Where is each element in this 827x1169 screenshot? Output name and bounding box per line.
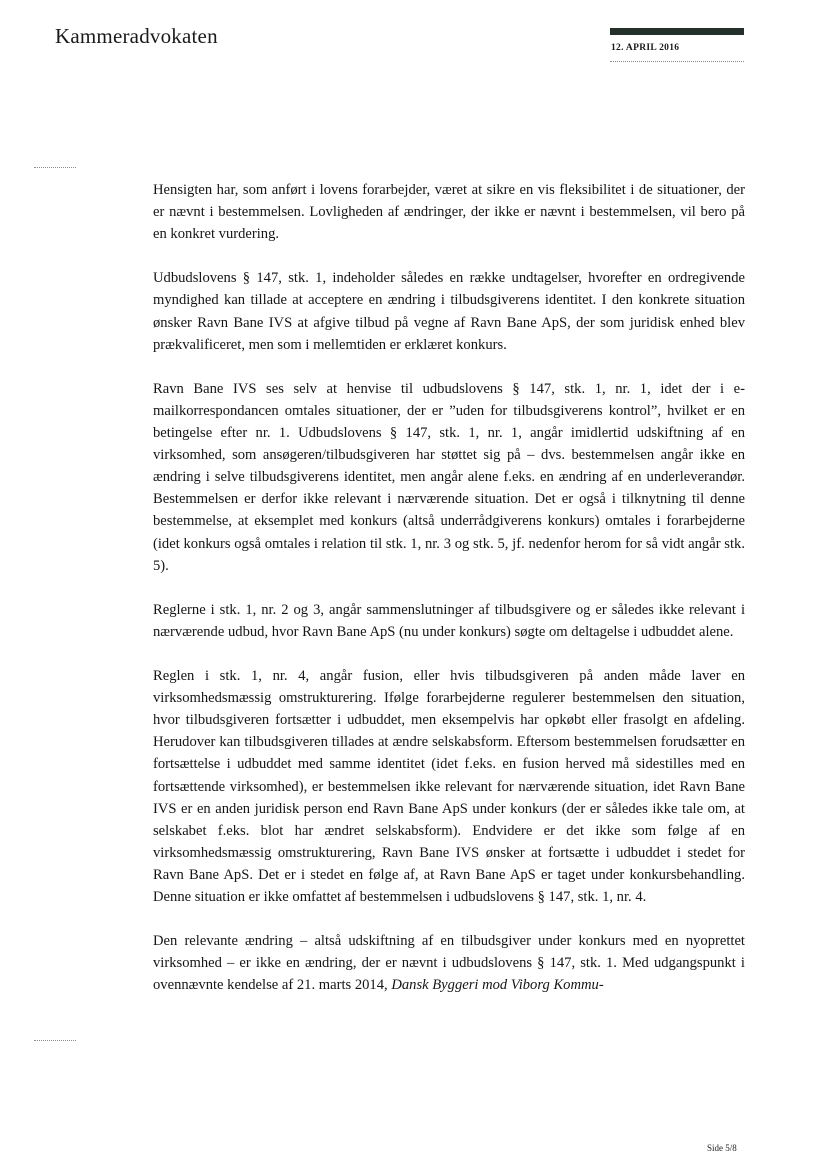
paragraph-4: Reglerne i stk. 1, nr. 2 og 3, angår sammenslutninger af tilbudsgivere og er således ikke relevant i nærværende udbud, hvor Ravn Bane ApS (nu under konkurs) søgte om deltagelse i udbuddet alene. (153, 601, 745, 640)
document-body (153, 179, 745, 1019)
paragraph-3: Ravn Bane IVS ses selv at henvise til udbudslovens § 147, stk. 1, nr. 1, idet der i e-mailkorrespondancen omtales situationer, der er ”uden for tilbudsgiverens kontrol”, hvilket er en betingelse efter nr. 1. Udbudslovens § 147, stk. 1, nr. 1, angår imidlertid udskiftning af en virksomhed, som ansøgeren/tilbudsgiveren har støttet sig på – dvs. bestemmelsen angår ikke en ændring i selve tilbudsgiverens identitet, men angår alene f.eks. en ændring af en underleverandør. Bestemmelsen er derfor ikke relevant i nærværende situation. Det er også i tilknytning til denne bestemmelse, at eksemplet med konkurs (altså underrådgiverens konkurs) omtales i forarbejderne (idet konkurs også omtales i relation til stk. 1, nr. 3 og stk. 5, jf. nedenfor herom for så vidt angår stk. 5). (153, 380, 745, 574)
margin-fold-mark-bottom (34, 1040, 76, 1041)
paragraph-6-text: Den relevante ændring – altså udskiftning af en tilbudsgiver under konkurs med en nyoprettet virksomhed – er ikke en ændring, der er nævnt i udbudslovens § 147, stk. 1. Med udgangspunkt i ovennævnte kendelse af 21. marts 2014, (153, 933, 745, 994)
document-date: 12. APRIL 2016 (611, 43, 680, 53)
paragraph-5: Reglen i stk. 1, nr. 4, angår fusion, eller hvis tilbudsgiveren på anden måde laver en virksomhedsmæssig omstrukturering. Ifølge forarbejderne regulerer bestemmelsen den situation, hvor tilbudsgiveren fortsætter i udbuddet, men eksempelvis har opkøbt eller frasolgt en afdeling. Herudover kan tilbudsgiveren tillades at ændre selskabsform. Eftersom bestemmelsen forudsætter en fortsættelse i udbuddet med samme identitet (idet f.eks. en fusion herved må sidestilles med en fortsættende virksomhed), er bestemmelsen ikke relevant for nærværende situation, idet Ravn Bane IVS er en anden juridisk person end Ravn Bane ApS under konkurs (der er således ikke tale om, at selskabet f.eks. blot har ændret selskabsform). Endvidere er det ikke som følge af en virksomhedsmæssig omstrukturering, Ravn Bane IVS ønsker at fortsætte i udbuddet i stedet for Ravn Bane ApS. Det er i stedet en følge af, at Ravn Bane ApS er taget under konkursbehandling. Denne situation er ikke omfattet af bestemmelsen i udbudslovens § 147, stk. 1, nr. 4. (153, 668, 745, 905)
paragraph-1: Hensigten har, som anført i lovens forarbejder, været at sikre en vis fleksibilitet i de situationer, der er nævnt i bestemmelsen. Lovligheden af ændringer, der ikke er nævnt i bestemmelsen, vil bero på en konkret vurdering. (153, 182, 745, 243)
date-dotted-rule (610, 61, 744, 62)
firm-logo: Kammeradvokaten (55, 24, 218, 48)
case-citation: Dansk Byggeri mod Viborg Kommu- (391, 977, 604, 994)
margin-fold-mark-top (34, 167, 76, 168)
paragraph-2: Udbudslovens § 147, stk. 1, indeholder således en række undtagelser, hvorefter en ordregivende myndighed kan tillade at acceptere en ændring i tilbudsgiverens identitet. I den konkrete situation ønsker Ravn Bane IVS at afgive tilbud på vegne af Ravn Bane ApS, der som juridisk enhed blev prækvalificeret, men som i mellemtiden er erklæret konkurs. (153, 270, 745, 353)
paragraph-6 (153, 930, 745, 996)
header-rule (610, 28, 744, 35)
page-number: Side 5/8 (707, 1143, 737, 1153)
